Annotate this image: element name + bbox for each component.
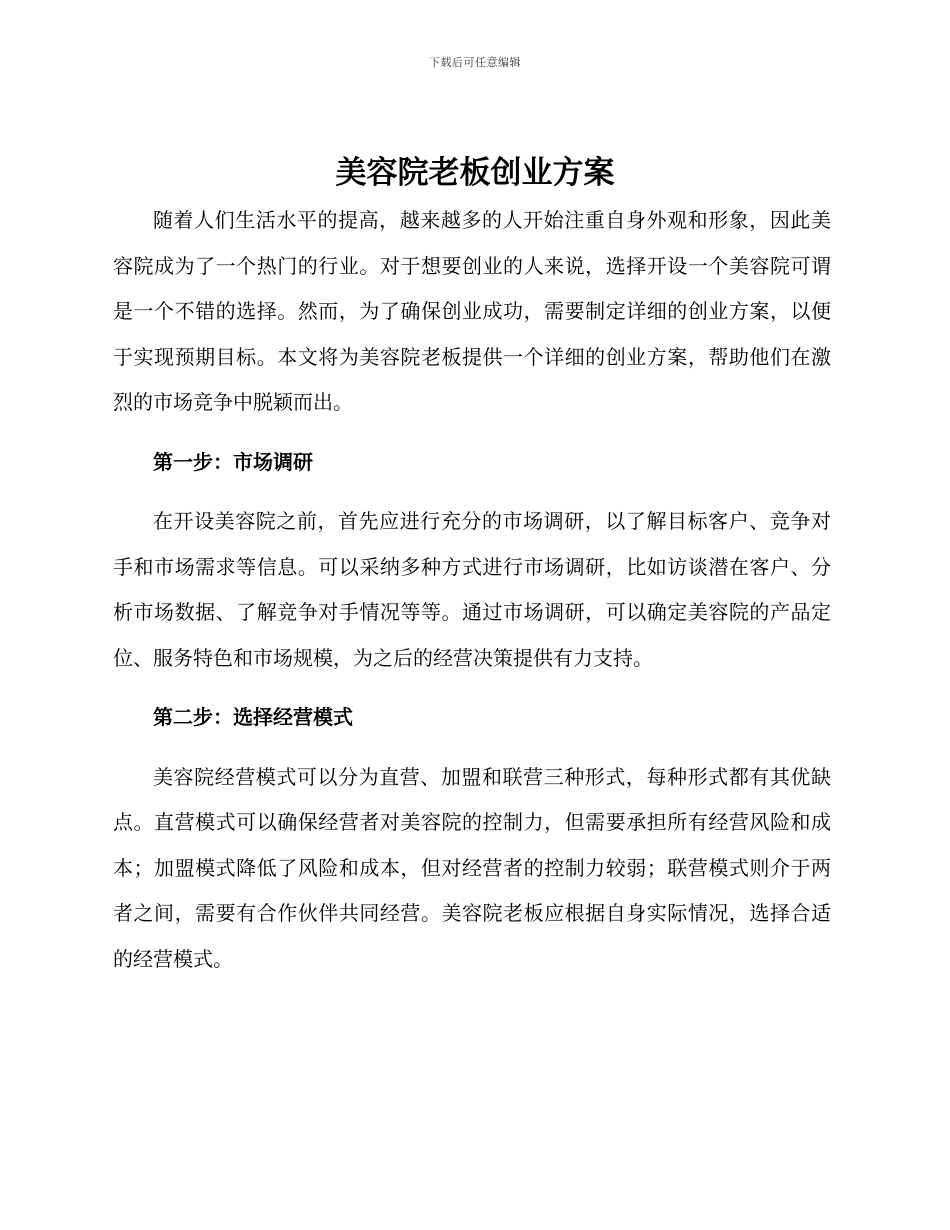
document-title: 美容院老板创业方案 [335, 155, 615, 191]
document-body [113, 198, 831, 982]
page-header-note: 下载后可任意编辑 [429, 56, 521, 69]
section-body-market-research: 在开设美容院之前，首先应进行充分的市场调研，以了解目标客户、竞争对手和市场需求等信息。可以采纳多种方式进行市场调研，比如访谈潜在客户、分析市场数据、了解竞争对手情况等等。通过市场调研，可以确定美容院的产品定位、服务特色和市场规模，为之后的经营决策提供有力支持。 [113, 509, 831, 670]
section-body-business-model: 美容院经营模式可以分为直营、加盟和联营三种形式，每种形式都有其优缺点。直营模式可以确保经营者对美容院的控制力，但需要承担所有经营风险和成本；加盟模式降低了风险和成本，但对经营者的控制力较弱；联营模式则介于两者之间，需要有合作伙伴共同经营。美容院老板应根据自身实际情况，选择合适的经营模式。 [113, 764, 831, 971]
section-heading-market-research: 第一步：市场调研 [153, 449, 313, 474]
section-heading-business-model: 第二步：选择经营模式 [153, 705, 353, 729]
intro-paragraph: 随着人们生活水平的提高，越来越多的人开始注重自身外观和形象，因此美容院成为了一个热门的行业。对于想要创业的人来说，选择开设一个美容院可谓是一个不错的选择。然而，为了确保创业成功，需要制定详细的创业方案，以便于实现预期目标。本文将为美容院老板提供一个详细的创业方案，帮助他们在激烈的市场竞争中脱颖而出。 [113, 208, 831, 414]
